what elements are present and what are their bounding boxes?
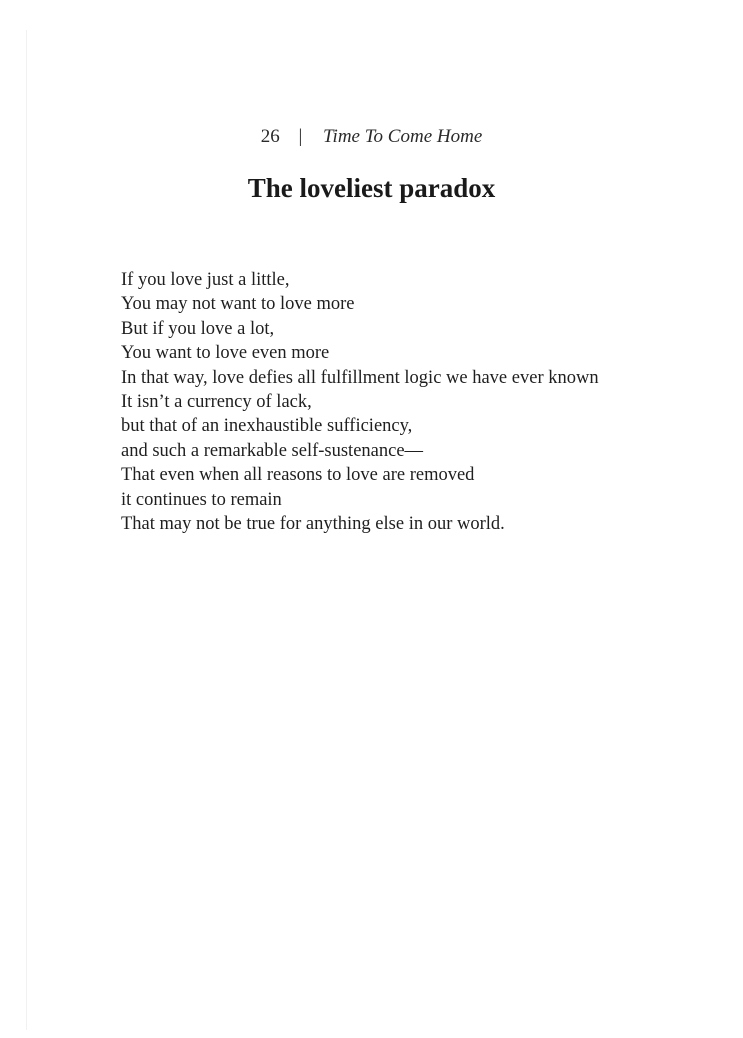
header-separator: |	[298, 126, 303, 147]
poem-body	[121, 268, 721, 536]
poem-line: That may not be true for anything else in our world.	[121, 514, 505, 535]
poem-line: But if you love a lot,	[121, 318, 275, 339]
poem-line: In that way, love defies all fulfillment logic we have ever known	[121, 367, 599, 388]
poem-line: but that of an inexhaustible sufficiency,	[121, 416, 413, 437]
poem-line: It isn’t a currency of lack,	[121, 392, 312, 413]
poem-line: That even when all reasons to love are removed	[121, 465, 475, 486]
poem-line: it continues to remain	[121, 489, 282, 510]
poem-title: The loveliest paradox	[247, 173, 496, 203]
poem-line: and such a remarkable self-sustenance—	[121, 440, 424, 461]
page-number: 26	[260, 126, 280, 147]
poem-line: You want to love even more	[121, 343, 330, 364]
running-header	[0, 125, 743, 149]
poem-line: If you love just a little,	[121, 270, 290, 290]
poem-line: You may not want to love more	[121, 294, 355, 315]
book-title: Time To Come Home	[323, 126, 483, 147]
